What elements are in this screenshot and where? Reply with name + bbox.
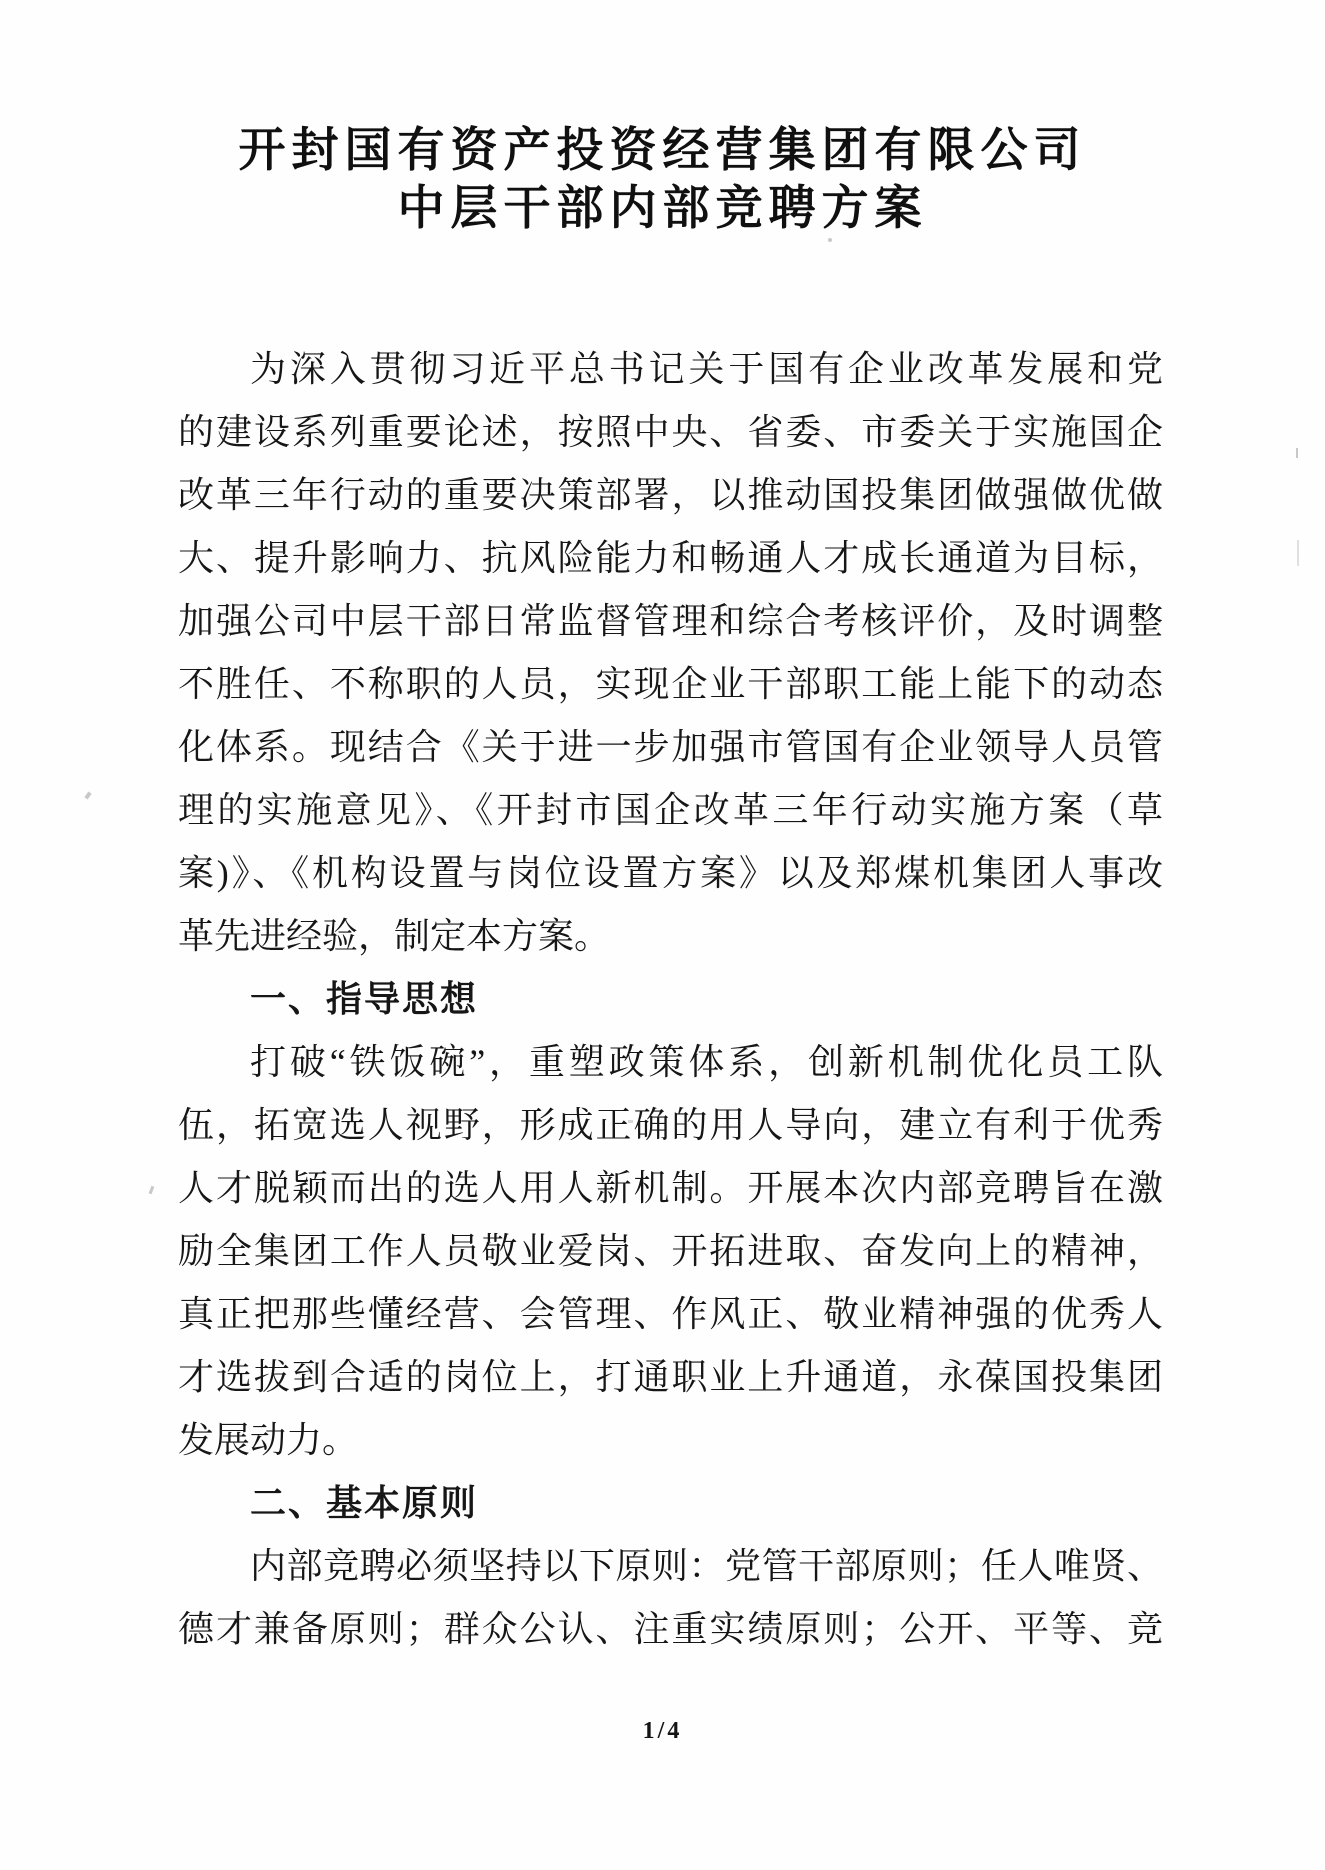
document-title-line-2: 中层干部内部竞聘方案 (397, 181, 928, 236)
body-line: 真正把那些懂经营、会管理、作风正、敬业精神强的优秀人 (178, 1294, 1163, 1334)
body-line: 案)》、《机构设置与岗位设置方案》以及郑煤机集团人事改 (178, 853, 1163, 893)
section-heading-1: 一、指导思想 (250, 979, 479, 1020)
body-line: 励全集团工作人员敬业爱岗、开拓进取、奋发向上的精神， (178, 1231, 1163, 1271)
body-line: 大、提升影响力、抗风险能力和畅通人才成长通道为目标， (178, 538, 1163, 578)
document-title-line-1: 开封国有资产投资经营集团有限公司 (238, 123, 1087, 178)
document-body (178, 338, 1163, 1661)
scan-speck (1297, 540, 1299, 566)
page-number: 1/4 (642, 1718, 683, 1744)
body-line: 才选拔到合适的岗位上，打通职业上升通道，永葆国投集团 (178, 1357, 1163, 1397)
body-line: 人才脱颖而出的选人用人新机制。开展本次内部竞聘旨在激 (178, 1168, 1163, 1208)
body-line: 加强公司中层干部日常监督管理和综合考核评价，及时调整 (178, 601, 1163, 641)
body-line: 内部竞聘必须坚持以下原则：党管干部原则；任人唯贤、 (250, 1546, 1163, 1586)
scan-speck (149, 1186, 155, 1195)
scan-speck (1296, 448, 1298, 458)
body-line: 理的实施意见》、《开封市国企改革三年行动实施方案（草 (178, 790, 1163, 830)
scan-speck (828, 238, 832, 242)
body-line: 化体系。现结合《关于进一步加强市管国有企业领导人员管 (178, 727, 1163, 767)
section-heading-2: 二、基本原则 (250, 1483, 479, 1524)
body-line: 打破“铁饭碗”，重塑政策体系，创新机制优化员工队 (250, 1042, 1163, 1082)
body-line: 伍，拓宽选人视野，形成正确的用人导向，建立有利于优秀 (178, 1105, 1163, 1145)
body-line: 改革三年行动的重要决策部署，以推动国投集团做强做优做 (178, 475, 1163, 515)
body-line: 革先进经验，制定本方案。 (178, 916, 611, 956)
body-line: 德才兼备原则；群众公认、注重实绩原则；公开、平等、竞 (178, 1609, 1163, 1649)
scan-speck (84, 791, 91, 799)
body-line: 为深入贯彻习近平总书记关于国有企业改革发展和党 (250, 349, 1163, 389)
body-line: 不胜任、不称职的人员，实现企业干部职工能上能下的动态 (178, 664, 1163, 704)
document-title (0, 122, 1325, 238)
body-line: 发展动力。 (178, 1420, 359, 1460)
body-line: 的建设系列重要论述，按照中央、省委、市委关于实施国企 (178, 412, 1163, 452)
